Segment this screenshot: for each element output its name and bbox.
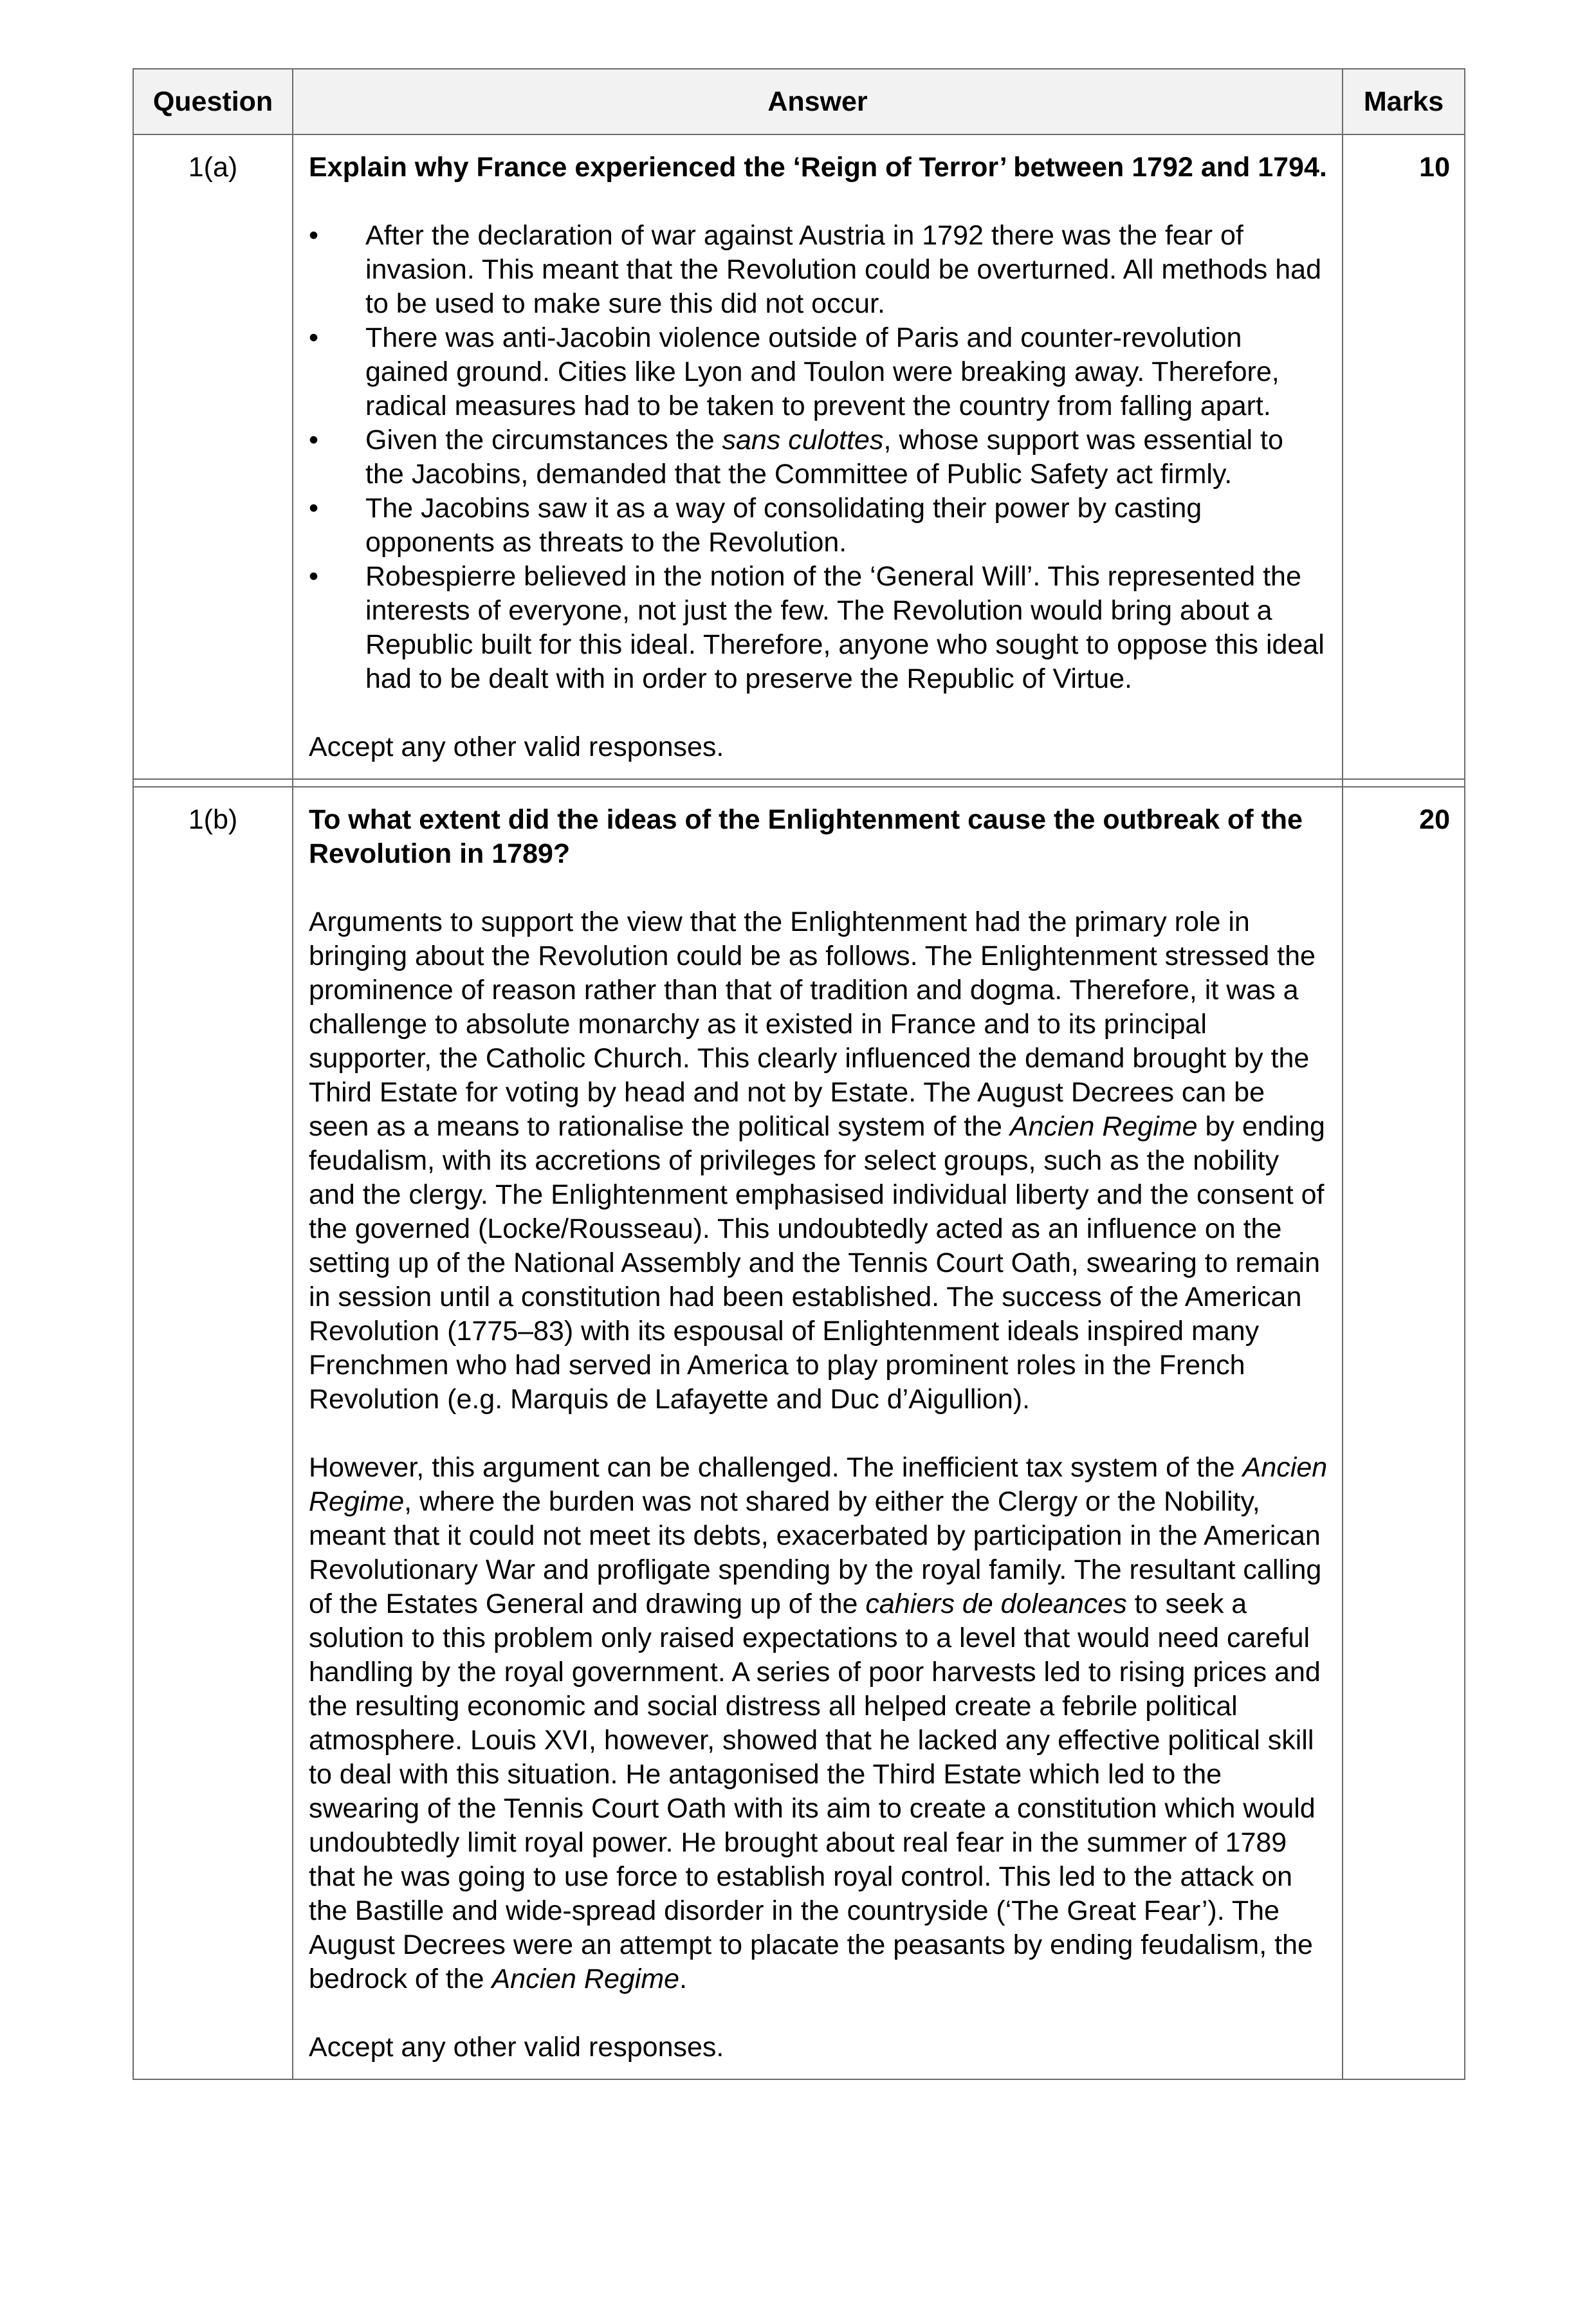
list-item: • Robespierre believed in the notion of the ‘General Will’. This represented the interests of everyone, not just the few. The Revolution would bring about a Republic built for this ideal. Therefore, anyone who sought to oppose this ideal had to be dealt with in order to preserve the Republic of Virtue. (309, 561, 1325, 694)
question-number: 1(a) (133, 134, 293, 779)
bullet-icon: • (309, 561, 319, 592)
bullet-icon: • (309, 493, 319, 524)
row-separator (133, 779, 1465, 787)
question-header: Question (133, 69, 293, 134)
question-title: To what extent did the ideas of the Enlightenment cause the outbreak of the Revolution in 1789? (309, 804, 1303, 869)
bullet-icon: • (309, 322, 319, 353)
emphasis-text: Ancien Regime (1009, 1111, 1198, 1142)
bullet-icon: • (309, 220, 319, 251)
answer-header: Answer (293, 69, 1343, 134)
question-title: Explain why France experienced the ‘Reign of Terror’ between 1792 and 1794. (309, 152, 1327, 183)
question-row-1a (133, 134, 1465, 779)
mark-scheme-table (133, 68, 1465, 2080)
list-item: • After the declaration of war against Austria in 1792 there was the fear of invasion. This meant that the Revolution could be overturned. All methods had to be used to make sure this did not occur. (309, 220, 1321, 319)
answer-cell (293, 134, 1343, 779)
answer-bullet-list (309, 219, 1329, 696)
marks-value: 20 (1343, 787, 1465, 2079)
emphasis-text: Ancien Regime (309, 1452, 1328, 1517)
emphasis-text: sans culottes (722, 425, 884, 455)
accept-note: Accept any other valid responses. (309, 731, 724, 762)
list-item: • There was anti-Jacobin violence outside of Paris and counter-revolution gained ground. Cities like Lyon and Toulon were breaking away. Therefore, radical measures had to be taken to prevent the country from falling apart. (309, 322, 1280, 421)
question-number: 1(b) (133, 787, 293, 2079)
question-row-1b (133, 787, 1465, 2079)
accept-note: Accept any other valid responses. (309, 2032, 724, 2063)
answer-paragraph: Arguments to support the view that the Enlightenment had the primary role in bringing about the Revolution could be as follows. The Enlightenment stressed the prominence of reason rather than that of tradition and dogma. Therefore, it was a challenge to absolute monarchy as it existed in France and to its principal supporter, the Catholic Church. This clearly influenced the demand brought by the Third Estate for voting by head and not by Estate. The August Decrees can be seen as a means to rationalise the political system of the Ancien Regime by ending feudalism, with its accretions of privileges for select groups, such as the nobility and the clergy. The Enlightenment emphasised individual liberty and the consent of the governed (Locke/Rousseau). This undoubtedly acted as an influence on the setting up of the National Assembly and the Tennis Court Oath, swearing to remain in session until a constitution had been established. The success of the American Revolution (1775–83) with its espousal of Enlightenment ideals inspired many Frenchmen who had served in America to play prominent roles in the French Revolution (e.g. Marquis de Lafayette and Duc d’Aigullion). (309, 906, 1325, 1415)
answer-paragraph: However, this argument can be challenged. The inefficient tax system of the Ancien Regime, where the burden was not shared by either the Clergy or the Nobility, meant that it could not meet its debts, exacerbated by participation in the American Revolutionary War and profligate spending by the royal family. The resultant calling of the Estates General and drawing up of the cahiers de doleances to seek a solution to this problem only raised expectations to a level that would need careful handling by the royal government. A series of poor harvests led to rising prices and the resulting economic and social distress all helped create a febrile political atmosphere. Louis XVI, however, showed that he lacked any effective political skill to deal with this situation. He antagonised the Third Estate which led to the swearing of the Tennis Court Oath with its aim to create a constitution which would undoubtedly limit royal power. He brought about real fear in the summer of 1789 that he was going to use force to establish royal control. This led to the attack on the Bastille and wide-spread disorder in the countryside (‘The Great Fear’). The August Decrees were an attempt to placate the peasants by ending feudalism, the bedrock of the Ancien Regime. (309, 1452, 1328, 1994)
emphasis-text: Ancien Regime (491, 1964, 680, 1994)
emphasis-text: cahiers de doleances (865, 1588, 1127, 1619)
header-row (133, 69, 1465, 134)
bullet-icon: • (309, 425, 319, 455)
list-item: • Given the circumstances the sans culottes, whose support was essential to the Jacobins, demanded that the Committee of Public Safety act firmly. (309, 425, 1283, 490)
emphasis-text: However, this argument can be challenged. The inefficient tax system of the (309, 1452, 1243, 1483)
marks-header: Marks (1343, 69, 1465, 134)
answer-cell (293, 787, 1343, 2079)
marks-value: 10 (1343, 134, 1465, 779)
list-item: • The Jacobins saw it as a way of consolidating their power by casting opponents as threats to the Revolution. (309, 493, 1202, 558)
